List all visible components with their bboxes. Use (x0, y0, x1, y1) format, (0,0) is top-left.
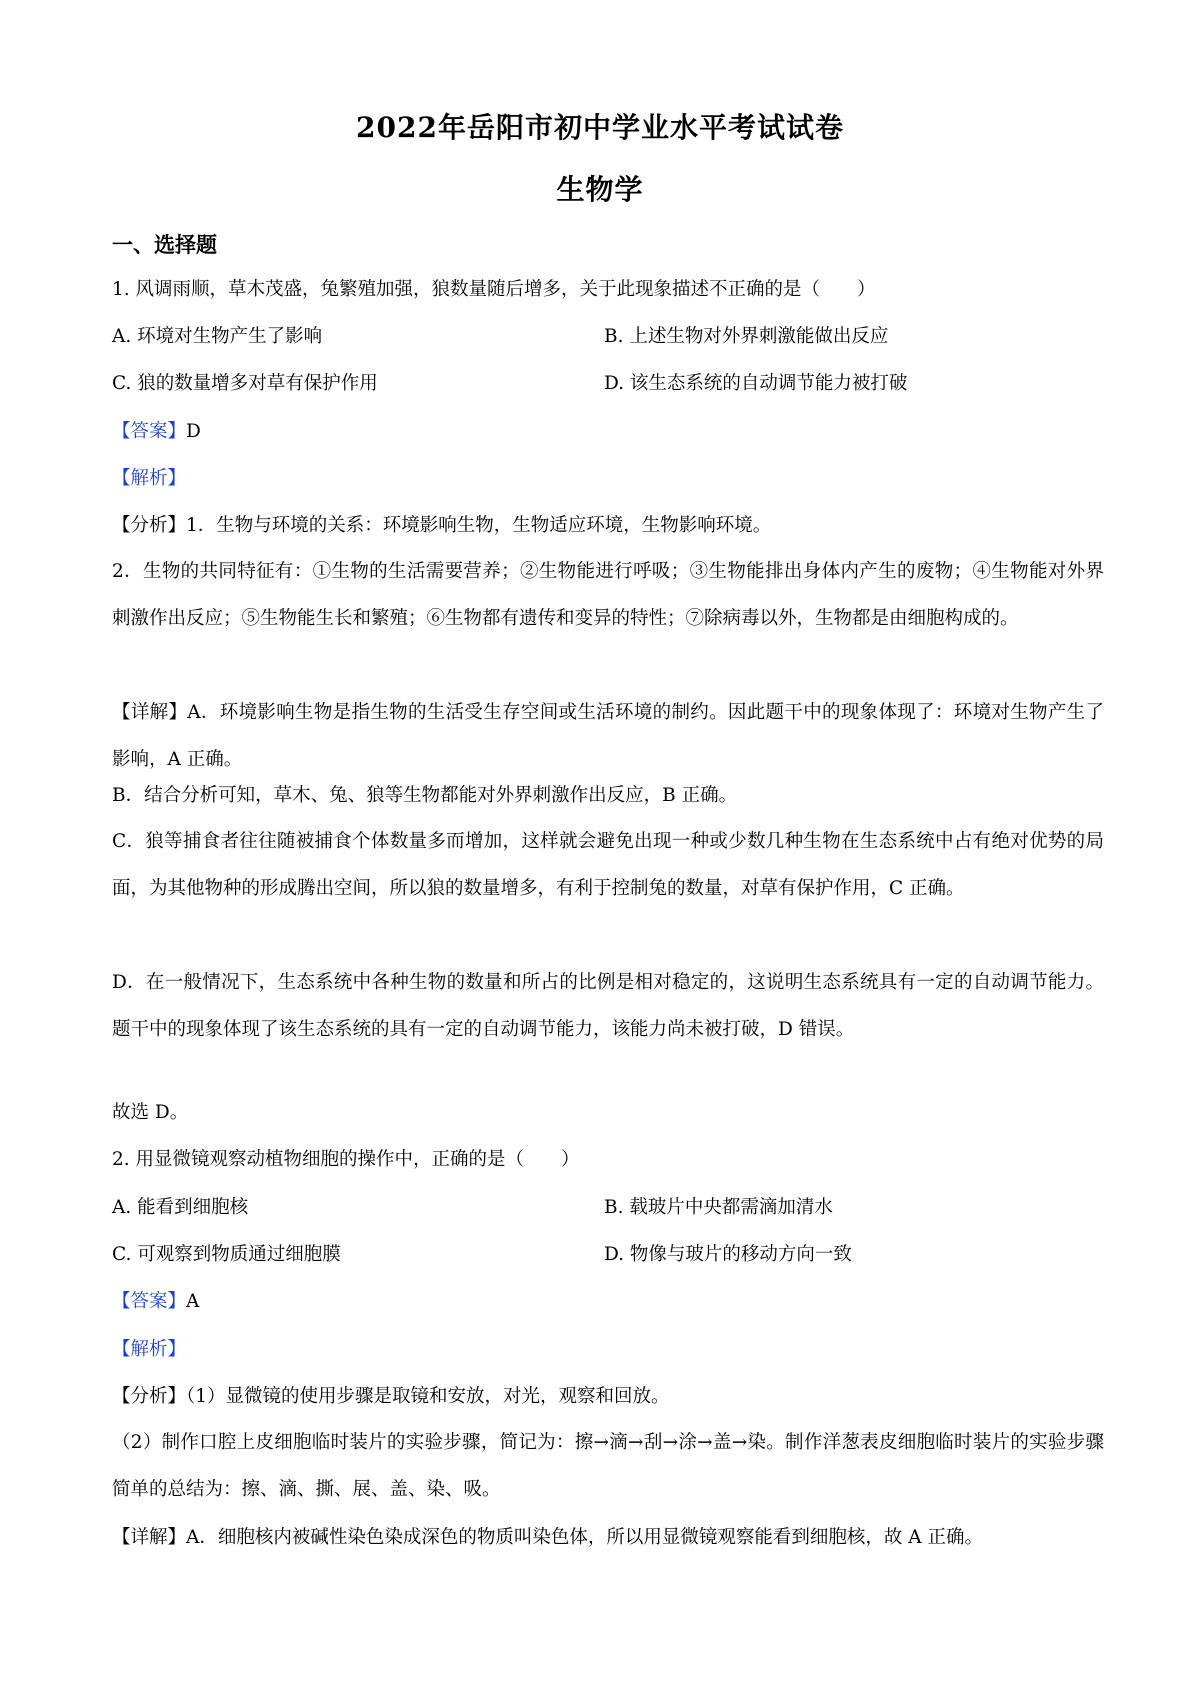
q2-fenxi-2: （2）制作口腔上皮细胞临时装片的实验步骤，简记为：擦→滴→刮→涂→盖→染。制作洋葱表皮细胞临时装片的实验步骤简单的总结为：擦、滴、撕、展、盖、染、吸。 (112, 1432, 1104, 1500)
q1-answer-row (112, 419, 1102, 445)
answer-label: 【答案】 (112, 421, 187, 442)
q1-fenxi: 【分析】1．生物与环境的关系：环境影响生物，生物适应环境，生物影响环境。 (112, 515, 772, 536)
document-title: 2022年岳阳市初中学业水平考试试卷 (356, 111, 844, 144)
q1-option-c: C. 狼的数量增多对草有保护作用 (112, 373, 378, 394)
q2-option-b: B. 载玻片中央都需滴加清水 (604, 1197, 833, 1218)
q1-xiangjie-d: D．在一般情况下，生态系统中各种生物的数量和所占的比例是相对稳定的，这说明生态系统具有一定的自动调节能力。 题干中的现象体现了该生态系统的具有一定的自动调节能力，该能力尚未被打破，D 错误。 (112, 972, 1104, 1040)
q2-option-a: A. 能看到细胞核 (112, 1197, 249, 1218)
q1-xiangjie-c: C．狼等捕食者往往随被捕食个体数量多而增加，这样就会避免出现一种或少数几种生物在生态系统中占有绝对优势的局面，为其他物种的形成腾出空间，所以狼的数量增多，有利于控制兔的数量，对草有保护作用，C 正确。 (112, 831, 1104, 899)
q1-xiangjie-a: 【详解】A．环境影响生物是指生物的生活受生存空间或生活环境的制约。因此题干中的现象体现了：环境对生物产生了影响，A 正确。 (112, 702, 1104, 770)
q1-analysis-label: 【解析】 (112, 468, 187, 489)
q1-option-d: D. 该生态系统的自动调节能力被打破 (604, 373, 908, 394)
q2-xiangjie-a: 【详解】A．细胞核内被碱性染色染成深色的物质叫染色体，所以用显微镜观察能看到细胞核，故 A 正确。 (112, 1527, 983, 1548)
q1-fenxi-2: 2．生物的共同特征有：①生物的生活需要营养；②生物能进行呼吸；③生物能排出身体内产生的废物；④生物能对外界刺激作出反应；⑤生物能生长和繁殖；⑥生物都有遗传和变异的特性；⑦除病毒以外，生物都是由细胞构成的。 (112, 561, 1104, 629)
q1-stem: 1. 风调雨顺，草木茂盛，兔繁殖加强，狼数量随后增多，关于此现象描述不正确的是（ ） (112, 279, 876, 300)
q1-answer: D (186, 421, 201, 442)
q1-xiangjie-b: B．结合分析可知，草木、兔、狼等生物都能对外界刺激作出反应，B 正确。 (112, 785, 738, 806)
q1-option-b: B. 上述生物对外界刺激能做出反应 (604, 326, 889, 347)
section-heading: 一、选择题 (112, 232, 217, 257)
answer-label: 【答案】 (112, 1291, 187, 1312)
q2-analysis-label: 【解析】 (112, 1339, 187, 1360)
document-subject: 生物学 (556, 173, 644, 206)
q1-conclusion: 故选 D。 (112, 1102, 189, 1123)
q2-answer-row (112, 1289, 1102, 1315)
q2-stem: 2. 用显微镜观察动植物细胞的操作中，正确的是（ ） (112, 1149, 580, 1170)
q2-option-d: D. 物像与玻片的移动方向一致 (604, 1244, 852, 1265)
q2-fenxi: 【分析】（1）显微镜的使用步骤是取镜和安放，对光，观察和回放。 (112, 1386, 670, 1407)
q2-answer: A (186, 1291, 200, 1312)
q2-option-c: C. 可观察到物质通过细胞膜 (112, 1244, 341, 1265)
q1-option-a: A. 环境对生物产生了影响 (112, 326, 323, 347)
